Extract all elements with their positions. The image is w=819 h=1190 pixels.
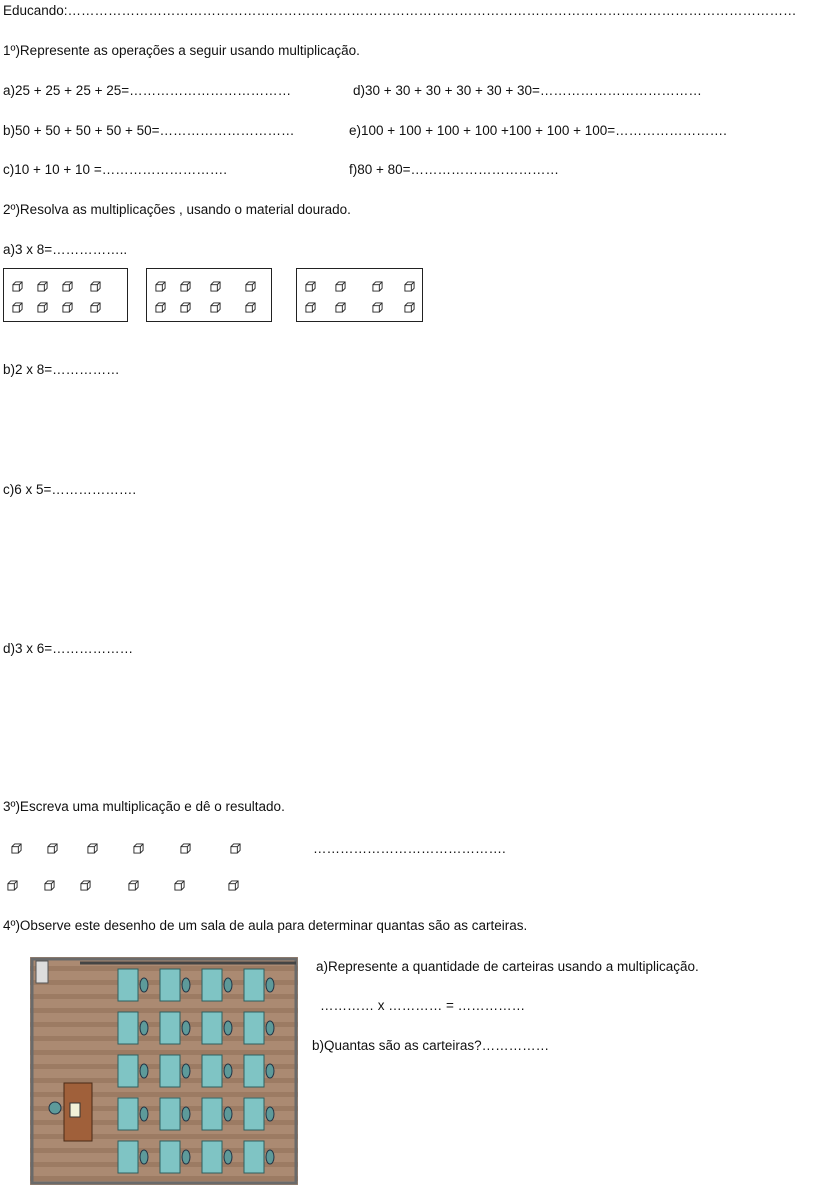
student-chair xyxy=(140,1150,148,1164)
small-cube-icon xyxy=(372,280,383,291)
small-cube-icon xyxy=(62,301,73,312)
student-desk xyxy=(160,1055,180,1087)
student-chair xyxy=(266,1107,274,1121)
small-cube-icon xyxy=(12,280,23,291)
student-desk xyxy=(202,1141,222,1173)
q2-item-b: b)2 x 8=…………… xyxy=(3,362,120,377)
small-cube-icon xyxy=(180,301,191,312)
student-desk xyxy=(160,969,180,1001)
student-desk xyxy=(160,1141,180,1173)
small-cube-icon xyxy=(228,879,239,890)
student-desk xyxy=(202,1055,222,1087)
student-desk xyxy=(118,1012,138,1044)
student-desk xyxy=(202,1098,222,1130)
small-cube-icon xyxy=(335,280,346,291)
small-cube-icon xyxy=(44,879,55,890)
q1-item-d: d)30 + 30 + 30 + 30 + 30 + 30=……………………………… xyxy=(353,83,702,98)
student-desk xyxy=(118,1055,138,1087)
student-chair xyxy=(182,1021,190,1035)
small-cube-icon xyxy=(12,301,23,312)
q1-item-c: c)10 + 10 + 10 =………………………. xyxy=(3,162,227,177)
student-chair xyxy=(182,1150,190,1164)
cube-group-box-1 xyxy=(3,268,128,322)
small-cube-icon xyxy=(404,301,415,312)
student-chair xyxy=(140,1021,148,1035)
question-2-title: 2º)Resolva as multiplicações , usando o material dourado. xyxy=(3,202,351,217)
small-cube-icon xyxy=(335,301,346,312)
small-cube-icon xyxy=(47,842,58,853)
q1-item-f: f)80 + 80=…………………………… xyxy=(349,162,560,177)
q4-formula-line: ………… x ………… = …………… xyxy=(320,998,526,1013)
student-chair xyxy=(266,1150,274,1164)
small-cube-icon xyxy=(180,842,191,853)
small-cube-icon xyxy=(305,280,316,291)
small-cube-icon xyxy=(210,280,221,291)
student-desk xyxy=(244,1098,264,1130)
small-cube-icon xyxy=(90,301,101,312)
student-chair xyxy=(224,1107,232,1121)
student-chair xyxy=(224,1021,232,1035)
cube-group-box-3 xyxy=(296,268,423,322)
small-cube-icon xyxy=(80,879,91,890)
student-chair xyxy=(140,1064,148,1078)
student-desk xyxy=(202,1012,222,1044)
q4-part-b: b)Quantas são as carteiras?…………… xyxy=(312,1038,550,1053)
cube-group-box-2 xyxy=(146,268,272,322)
small-cube-icon xyxy=(210,301,221,312)
q1-item-a: a)25 + 25 + 25 + 25=……………………………… xyxy=(3,83,292,98)
student-chair xyxy=(224,1150,232,1164)
small-cube-icon xyxy=(128,879,139,890)
small-cube-icon xyxy=(11,842,22,853)
q4-part-a: a)Represente a quantidade de carteiras usando a multiplicação. xyxy=(316,959,699,974)
small-cube-icon xyxy=(87,842,98,853)
student-chair xyxy=(182,978,190,992)
student-chair xyxy=(266,1021,274,1035)
small-cube-icon xyxy=(7,879,18,890)
student-chair xyxy=(266,1064,274,1078)
student-desk xyxy=(244,1055,264,1087)
q1-item-b: b)50 + 50 + 50 + 50 + 50=………………………… xyxy=(3,123,295,138)
student-chair xyxy=(140,1107,148,1121)
student-desk xyxy=(244,1141,264,1173)
q2-item-a: a)3 x 8=…………….. xyxy=(3,242,128,257)
small-cube-icon xyxy=(90,280,101,291)
student-chair xyxy=(140,978,148,992)
student-chair xyxy=(224,978,232,992)
small-cube-icon xyxy=(180,280,191,291)
small-cube-icon xyxy=(245,280,256,291)
student-desk xyxy=(118,1098,138,1130)
student-desk xyxy=(160,1098,180,1130)
student-desk xyxy=(118,1141,138,1173)
q3-answer-line: ……………………………………. xyxy=(313,841,506,856)
student-desk xyxy=(202,969,222,1001)
small-cube-icon xyxy=(155,301,166,312)
q1-item-e: e)100 + 100 + 100 + 100 +100 + 100 + 100=……………………. xyxy=(349,123,727,138)
q2-item-c: c)6 x 5=………………. xyxy=(3,482,137,497)
student-name-line: Educando:……………………………………………………………………………………………………………………………………………… xyxy=(3,3,797,18)
question-4-title: 4º)Observe este desenho de um sala de aula para determinar quantas são as carteiras. xyxy=(3,918,528,933)
question-3-title: 3º)Escreva uma multiplicação e dê o resultado. xyxy=(3,799,285,814)
student-desk xyxy=(244,969,264,1001)
student-chair xyxy=(182,1107,190,1121)
small-cube-icon xyxy=(37,280,48,291)
classroom-illustration xyxy=(30,957,298,1185)
small-cube-icon xyxy=(37,301,48,312)
small-cube-icon xyxy=(133,842,144,853)
student-chair xyxy=(266,978,274,992)
small-cube-icon xyxy=(305,301,316,312)
student-chair xyxy=(224,1064,232,1078)
small-cube-icon xyxy=(372,301,383,312)
student-chair xyxy=(182,1064,190,1078)
small-cube-icon xyxy=(155,280,166,291)
small-cube-icon xyxy=(230,842,241,853)
small-cube-icon xyxy=(174,879,185,890)
student-desk xyxy=(244,1012,264,1044)
student-desk xyxy=(160,1012,180,1044)
small-cube-icon xyxy=(62,280,73,291)
student-desk xyxy=(118,969,138,1001)
small-cube-icon xyxy=(404,280,415,291)
q2-item-d: d)3 x 6=……………… xyxy=(3,641,134,656)
question-1-title: 1º)Represente as operações a seguir usando multiplicação. xyxy=(3,43,360,58)
small-cube-icon xyxy=(245,301,256,312)
